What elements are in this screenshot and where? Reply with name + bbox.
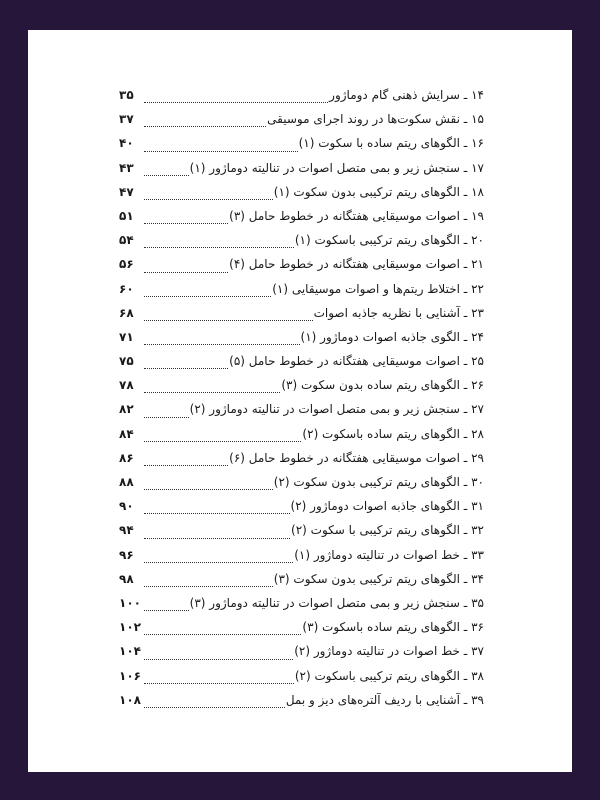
toc-entry-page-number: ۱۰۸ xyxy=(119,692,141,707)
toc-entry-page-number: ۳۷ xyxy=(119,112,134,127)
dot-leader xyxy=(144,175,189,176)
toc-entry-page-number: ۸۲ xyxy=(119,402,134,417)
toc-entry-title: ۲۳ ـ آشنایی با نظریه جاذبه اصوات xyxy=(313,305,484,320)
dot-leader xyxy=(144,683,294,684)
toc-entry-page-number: ۹۰ xyxy=(119,499,134,514)
toc-entry-page-number: ۱۰۲ xyxy=(119,620,141,635)
dot-leader xyxy=(144,102,328,103)
toc-entry xyxy=(119,233,484,257)
dot-leader xyxy=(144,272,228,273)
toc-entry-page-number: ۱۰۰ xyxy=(119,595,141,610)
toc-entry-title: ۲۷ ـ سنجش زیر و بمی متصل اصوات در تنالیته دوماژور (۲) xyxy=(189,402,484,417)
toc-entry xyxy=(119,378,484,402)
dot-leader xyxy=(144,465,228,466)
toc-entry xyxy=(119,572,484,596)
toc-entry-title: ۲۴ ـ الگوی جاذبه اصوات دوماژور (۱) xyxy=(300,329,484,344)
toc-entry xyxy=(119,306,484,330)
toc-entry-page-number: ۴۷ xyxy=(119,184,134,199)
toc-entry xyxy=(119,669,484,693)
dot-leader xyxy=(144,441,301,442)
toc-entry-page-number: ۷۸ xyxy=(119,378,134,393)
toc-entry-title: ۲۰ ـ الگوهای ریتم ترکیبی باسکوت (۱) xyxy=(294,233,484,248)
toc-entry xyxy=(119,523,484,547)
toc-entry xyxy=(119,161,484,185)
toc-entry-title: ۳۶ ـ الگوهای ریتم ساده باسکوت (۳) xyxy=(302,620,484,635)
toc-entry xyxy=(119,282,484,306)
dot-leader xyxy=(144,368,228,369)
toc-entry-title: ۳۹ ـ آشنایی با ردیف آلتره‌های دیز و بمل xyxy=(285,692,484,707)
toc-entry-title: ۲۱ ـ اصوات موسیقایی هفتگانه در خطوط حامل (۴) xyxy=(229,257,484,272)
toc-entry xyxy=(119,402,484,426)
dot-leader xyxy=(144,247,294,248)
dot-leader xyxy=(144,392,280,393)
dot-leader xyxy=(144,610,189,611)
toc-entry-title: ۲۶ ـ الگوهای ریتم ساده بدون سکوت (۳) xyxy=(281,378,484,393)
toc-entry-title: ۱۹ ـ اصوات موسیقایی هفتگانه در خطوط حامل (۳) xyxy=(229,208,484,223)
toc-entry xyxy=(119,620,484,644)
toc-entry-title: ۱۶ ـ الگوهای ریتم ساده با سکوت (۱) xyxy=(298,136,484,151)
toc-entry-title: ۱۵ ـ نقش سکوت‌ها در روند اجرای موسیقی xyxy=(267,112,484,127)
document-page xyxy=(28,30,572,772)
dot-leader xyxy=(144,223,228,224)
toc-entry xyxy=(119,185,484,209)
toc-entry-page-number: ۱۰۶ xyxy=(119,668,141,683)
toc-entry-page-number: ۴۳ xyxy=(119,160,134,175)
toc-entry-page-number: ۹۸ xyxy=(119,571,134,586)
dot-leader xyxy=(144,489,273,490)
toc-entry-page-number: ۵۱ xyxy=(119,208,134,223)
toc-entry xyxy=(119,330,484,354)
toc-entry-page-number: ۸۸ xyxy=(119,475,134,489)
toc-entry xyxy=(119,354,484,378)
toc-entry-title: ۳۸ ـ الگوهای ریتم ترکیبی باسکوت (۲) xyxy=(294,668,484,683)
dot-leader xyxy=(144,634,301,635)
toc-entry-title: ۲۸ ـ الگوهای ریتم ساده باسکوت (۲) xyxy=(302,426,484,441)
toc-entry-page-number: ۱۰۴ xyxy=(119,644,141,659)
dot-leader xyxy=(144,126,266,127)
toc-entry-title: ۳۴ ـ الگوهای ریتم ترکیبی بدون سکوت (۳) xyxy=(273,571,484,586)
toc-entry-title: ۱۴ ـ سرایش ذهنی گام دوماژور xyxy=(329,88,484,102)
dot-leader xyxy=(144,562,293,563)
toc-entry-title: ۱۷ ـ سنجش زیر و بمی متصل اصوات در تنالیته دوماژور (۱) xyxy=(189,160,484,175)
toc-entry xyxy=(119,475,484,499)
toc-entry-page-number: ۹۴ xyxy=(119,523,134,538)
toc-entry-page-number: ۷۵ xyxy=(119,354,134,369)
toc-entry xyxy=(119,596,484,620)
toc-entry-page-number: ۵۶ xyxy=(119,257,134,272)
toc-entry-title: ۳۰ ـ الگوهای ریتم ترکیبی بدون سکوت (۲) xyxy=(273,475,484,489)
dot-leader xyxy=(144,707,285,708)
dot-leader xyxy=(144,296,271,297)
toc-entry-title: ۳۵ ـ سنجش زیر و بمی متصل اصوات در تنالیته دوماژور (۳) xyxy=(189,595,484,610)
dot-leader xyxy=(144,199,273,200)
toc-entry-page-number: ۹۶ xyxy=(119,547,134,562)
toc-entry-title: ۳۳ ـ خط اصوات در تنالیته دوماژور (۱) xyxy=(294,547,484,562)
toc-entry xyxy=(119,499,484,523)
toc-entry xyxy=(119,136,484,160)
toc-entry xyxy=(119,209,484,233)
toc-entry xyxy=(119,427,484,451)
toc-entry-page-number: ۶۰ xyxy=(119,281,134,296)
dot-leader xyxy=(144,417,189,418)
toc-entry-page-number: ۸۴ xyxy=(119,426,134,441)
toc-entry xyxy=(119,257,484,281)
toc-entry-title: ۳۲ ـ الگوهای ریتم ترکیبی با سکوت (۲) xyxy=(291,523,484,538)
dot-leader xyxy=(144,538,290,539)
toc-entry-page-number: ۳۵ xyxy=(119,88,134,102)
dot-leader xyxy=(144,344,300,345)
dot-leader xyxy=(144,320,313,321)
toc-entry xyxy=(119,451,484,475)
toc-entry-title: ۲۵ ـ اصوات موسیقایی هفتگانه در خطوط حامل (۵) xyxy=(229,354,484,369)
toc-entry xyxy=(119,88,484,112)
toc-entry-title: ۲۲ ـ اختلاط ریتم‌ها و اصوات موسیقایی (۱) xyxy=(272,281,484,296)
toc-entry-page-number: ۵۴ xyxy=(119,233,134,248)
toc-entry-page-number: ۸۶ xyxy=(119,450,134,465)
toc-entry-title: ۳۱ ـ الگوهای جاذبه اصوات دوماژور (۲) xyxy=(290,499,484,514)
toc-entry xyxy=(119,112,484,136)
toc-entry xyxy=(119,644,484,668)
toc-entry-page-number: ۶۸ xyxy=(119,305,134,320)
toc-entry-title: ۳۷ ـ خط اصوات در تنالیته دوماژور (۲) xyxy=(294,644,484,659)
toc-entry-page-number: ۴۰ xyxy=(119,136,134,151)
dot-leader xyxy=(144,513,290,514)
dot-leader xyxy=(144,659,293,660)
dot-leader xyxy=(144,586,273,587)
dot-leader xyxy=(144,151,298,152)
toc-entry xyxy=(119,693,484,717)
toc-entry xyxy=(119,548,484,572)
toc-entry-title: ۱۸ ـ الگوهای ریتم ترکیبی بدون سکوت (۱) xyxy=(273,184,484,199)
toc-entry-title: ۲۹ ـ اصوات موسیقایی هفتگانه در خطوط حامل (۶) xyxy=(229,450,484,465)
toc-entry-page-number: ۷۱ xyxy=(119,329,134,344)
table-of-contents xyxy=(119,88,484,717)
